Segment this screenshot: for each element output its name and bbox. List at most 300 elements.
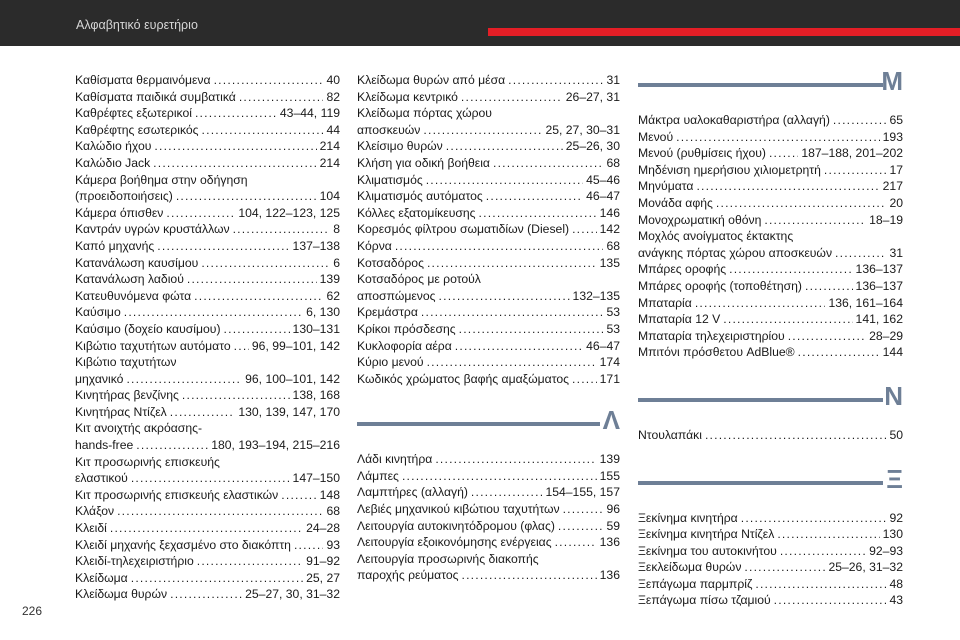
index-entry [75, 420, 340, 453]
entry-pages: 68 [606, 238, 620, 253]
dot-leader [723, 311, 852, 328]
entry-term: Μπαταρία [638, 295, 692, 310]
entry-pages: 43 [889, 593, 903, 608]
section-letter: Ξ [886, 463, 903, 494]
dot-leader [563, 501, 604, 518]
index-entry [357, 501, 620, 518]
index-entry [357, 238, 620, 255]
entry-pages: 31 [889, 245, 903, 260]
index-entry [638, 427, 903, 444]
index-entry [638, 344, 903, 361]
entry-pages: 48 [889, 576, 903, 591]
entry-pages: 138, 168 [292, 388, 340, 403]
entry-pages: 53 [606, 305, 620, 320]
entry-term: αποσπώμενος [357, 288, 436, 303]
section-letter-header [357, 403, 620, 451]
entry-pages: 45–46 [586, 172, 620, 187]
entry-pages: 130, 139, 147, 170 [238, 404, 340, 419]
index-entry [75, 72, 340, 89]
index-entry [357, 221, 620, 238]
entry-term: Ντουλαπάκι [638, 427, 702, 442]
dot-leader [508, 72, 603, 89]
entry-term: Κλάξον [75, 504, 115, 519]
index-entry [357, 255, 620, 272]
index-entry [75, 537, 340, 554]
entry-term: Κόλλες εξατομίκευσης [357, 205, 476, 220]
index-entry [357, 371, 620, 388]
index-entry [357, 304, 620, 321]
index-entry [75, 89, 340, 106]
entry-pages: 96, 99–101, 142 [251, 338, 340, 353]
entry-pages: 96 [606, 502, 620, 517]
entry-pages: 139 [599, 452, 620, 467]
dot-leader [110, 520, 303, 537]
entry-term: Μπάρες οροφής [638, 262, 727, 277]
index-entry [638, 212, 903, 229]
dot-leader [455, 338, 583, 355]
entry-term: Κατανάλωση λαδιού [75, 272, 184, 287]
entry-term: Λεβιές μηχανικού κιβώτιου ταχυτήτων [357, 502, 560, 517]
index-entry [75, 570, 340, 587]
dot-leader [427, 255, 597, 272]
entry-term: Κινητήρας Ντίζελ [75, 404, 167, 419]
entry-term: Κύριο μενού [357, 355, 424, 370]
section-letter-header [638, 379, 903, 427]
entry-pages: 82 [326, 89, 340, 104]
entry-term: Λάδι κινητήρα [357, 452, 433, 467]
entry-term: Μηδένιση ημερήσιου χιλιομετρητή [638, 162, 821, 177]
index-entry [357, 89, 620, 106]
entry-pages: 62 [326, 288, 340, 303]
dot-leader [131, 570, 303, 587]
dot-leader [202, 122, 324, 139]
entry-term: Κλειδί [75, 521, 107, 536]
entry-pages: 28–29 [869, 328, 903, 343]
index-entry [357, 338, 620, 355]
dot-leader [126, 371, 242, 388]
index-entry [638, 195, 903, 212]
index-entry [638, 228, 903, 261]
index-entry [638, 592, 903, 609]
entry-pages: 25–26, 30 [565, 139, 620, 154]
index-entry [638, 526, 903, 543]
entry-term: ελαστικού [75, 471, 128, 486]
entry-term: Λειτουργία προσωρινής διακοπής [357, 551, 539, 566]
dot-leader [427, 354, 597, 371]
section-letter-header [638, 64, 903, 112]
dot-leader [154, 138, 316, 155]
entry-term: Κλείδωμα θυρών [75, 587, 168, 602]
entry-term: Κλειδί μηχανής ξεχασμένο στο διακόπτη [75, 537, 291, 552]
section-letter: Ν [884, 380, 903, 411]
dot-leader [423, 122, 542, 139]
entry-term: ανάγκης πόρτας χώρου αποσκευών [638, 245, 833, 260]
dot-leader [741, 510, 887, 527]
dot-leader [461, 89, 563, 106]
entry-term: Καθίσματα θερμαινόμενα [75, 73, 211, 87]
entry-pages: 50 [889, 427, 903, 442]
entry-pages: 31 [606, 73, 620, 87]
dot-leader [157, 238, 289, 255]
dot-leader [572, 221, 597, 238]
dot-leader [716, 195, 887, 212]
dot-leader [153, 155, 316, 172]
dot-leader [769, 145, 798, 162]
index-entry [357, 271, 620, 304]
entry-pages: 136 [599, 535, 620, 550]
entry-term: Κλήση για οδική βοήθεια [357, 155, 490, 170]
entry-term: Καύσιμο [75, 305, 121, 320]
index-entry [357, 105, 620, 138]
section-rule [638, 481, 883, 485]
dot-leader [777, 526, 879, 543]
dot-leader [124, 304, 303, 321]
entry-pages: 130 [882, 527, 903, 542]
entry-term: Ξεπάγωμα παρμπρίζ [638, 576, 753, 591]
entry-pages: 180, 193–194, 215–216 [211, 438, 340, 453]
entry-term: Κιτ προσωρινής επισκευής [75, 454, 220, 469]
section-letter-header [638, 462, 903, 510]
index-entry [638, 178, 903, 195]
dot-leader [558, 518, 604, 535]
page-title: Αλφαβητικό ευρετήριο [76, 18, 198, 32]
entry-term: Κόρνα [357, 238, 392, 253]
entry-term: Κλείδωμα θυρών από μέσα [357, 73, 506, 87]
entry-term: Καθρέφτης εσωτερικός [75, 122, 199, 137]
index-entry [638, 559, 903, 576]
entry-pages: 17 [889, 162, 903, 177]
entry-term: Ξεκίνημα κινητήρα [638, 510, 738, 525]
entry-term: Καντράν υγρών κρυστάλλων [75, 222, 230, 237]
entry-term: Κλείδωμα κεντρικό [357, 89, 458, 104]
dot-leader [176, 188, 317, 205]
entry-term: Μπιτόνι πρόσθετου AdBlue® [638, 345, 795, 360]
entry-pages: 92–93 [869, 543, 903, 558]
dot-leader [195, 105, 277, 122]
index-entry [75, 387, 340, 404]
index-entry [75, 238, 340, 255]
dot-leader [774, 592, 887, 609]
dot-leader [170, 404, 236, 421]
entry-pages: 8 [333, 222, 340, 237]
entry-pages: 136, 161–164 [828, 295, 903, 310]
entry-pages: 65 [889, 113, 903, 127]
index-column-3 [638, 66, 903, 609]
entry-term: Λειτουργία αυτοκινητόδρομου (φλας) [357, 518, 555, 533]
entry-term: Κιβώτιο ταχυτήτων αυτόματο [75, 338, 231, 353]
index-entry [357, 484, 620, 501]
dot-leader [696, 178, 879, 195]
index-entry [75, 255, 340, 272]
entry-term: Κορεσμός φίλτρου σωματιδίων (Diesel) [357, 222, 570, 237]
entry-pages: 25–27, 30, 31–32 [245, 587, 340, 602]
entry-pages: 46–47 [586, 338, 620, 353]
entry-term: Κυκλοφορία αέρα [357, 338, 452, 353]
entry-term: Μενού [638, 129, 674, 144]
index-entry [75, 454, 340, 487]
index-entry [75, 304, 340, 321]
dot-leader [187, 271, 317, 288]
dot-leader [234, 338, 249, 355]
index-entry [75, 520, 340, 537]
index-entry [75, 404, 340, 421]
entry-pages: 146 [599, 205, 620, 220]
entry-pages: 68 [326, 504, 340, 519]
entry-pages: 147–150 [292, 471, 340, 486]
entry-term: Κατανάλωση καυσίμου [75, 255, 199, 270]
section-rule [357, 422, 600, 426]
entry-term: Μηνύματα [638, 179, 694, 194]
dot-leader [459, 321, 604, 338]
entry-pages: 217 [882, 179, 903, 194]
dot-leader [421, 304, 604, 321]
entry-pages: 25, 27, 30–31 [545, 122, 620, 137]
dot-leader [780, 543, 866, 560]
index-entry [357, 468, 620, 485]
section-letter: Μ [881, 66, 903, 96]
index-entry [75, 487, 340, 504]
entry-pages: 135 [599, 255, 620, 270]
dot-leader [755, 576, 886, 593]
index-entry [75, 172, 340, 205]
index-entry [357, 534, 620, 551]
dot-leader [833, 112, 887, 129]
index-entry [75, 288, 340, 305]
dot-leader [493, 155, 603, 172]
entry-term: Μοχλός ανοίγματος έκτακτης [638, 229, 794, 244]
page-number: 226 [22, 604, 43, 618]
index-entry [75, 105, 340, 122]
index-entry [75, 586, 340, 603]
index-entry [357, 551, 620, 584]
entry-pages: 214 [319, 139, 340, 154]
entry-term: Κλιματισμός [357, 172, 423, 187]
entry-pages: 25–26, 31–32 [828, 560, 903, 575]
index-entry [638, 162, 903, 179]
entry-pages: 92 [889, 510, 903, 525]
index-entry [357, 172, 620, 189]
entry-pages: 68 [606, 155, 620, 170]
dot-leader [676, 129, 880, 146]
entry-term: Κλιματισμός αυτόματος [357, 189, 483, 204]
entry-term: Καλώδιο ήχου [75, 139, 152, 154]
index-entry [75, 205, 340, 222]
entry-term: Κλείδωμα [75, 570, 128, 585]
entry-term: μηχανικό [75, 371, 124, 386]
entry-pages: 93 [326, 537, 340, 552]
entry-pages: 139 [319, 272, 340, 287]
entry-term: Μάκτρα υαλοκαθαριστήρα (αλλαγή) [638, 113, 830, 127]
entry-pages: 6 [333, 255, 340, 270]
index-entry [75, 321, 340, 338]
index-entry [638, 311, 903, 328]
index-entry [75, 271, 340, 288]
entry-term: Κωδικός χρώματος βαφής αμαξώματος [357, 371, 570, 386]
index-entry [638, 261, 903, 278]
index-entry [75, 503, 340, 520]
index-entry [357, 451, 620, 468]
dot-leader [798, 344, 880, 361]
entry-term: Μενού (ρυθμίσεις ήχου) [638, 146, 766, 161]
dot-leader [788, 328, 866, 345]
index-entry [638, 510, 903, 527]
dot-leader [764, 212, 866, 229]
entry-pages: 214 [319, 155, 340, 170]
entry-pages: 148 [319, 487, 340, 502]
dot-leader [705, 427, 887, 444]
dot-leader [239, 89, 324, 106]
dot-leader [224, 321, 290, 338]
entry-pages: 44 [326, 122, 340, 137]
section-rule [638, 398, 883, 402]
index-entry [75, 122, 340, 139]
index-entry [357, 188, 620, 205]
index-entry [638, 145, 903, 162]
entry-pages: 136–137 [855, 262, 903, 277]
entry-term: Ξεκίνημα του αυτοκινήτου [638, 543, 777, 558]
dot-leader [486, 188, 583, 205]
index-column-2 [357, 72, 620, 584]
entry-term: Καθρέφτες εξωτερικοί [75, 106, 192, 121]
entry-term: Ξεκίνημα κινητήρα Ντίζελ [638, 527, 775, 542]
index-entry [357, 354, 620, 371]
entry-term: Καπό μηχανής [75, 238, 155, 253]
entry-pages: 174 [599, 355, 620, 370]
entry-pages: 53 [606, 321, 620, 336]
accent-bar [488, 28, 960, 36]
entry-pages: 20 [889, 195, 903, 210]
entry-pages: 137–138 [292, 238, 340, 253]
entry-term: Κιτ ανοιχτής ακρόασης- [75, 421, 203, 436]
entry-term: Μπάρες οροφής (τοποθέτηση) [638, 278, 802, 293]
entry-pages: 136 [599, 568, 620, 583]
dot-leader [835, 245, 886, 262]
entry-pages: 132–135 [572, 288, 620, 303]
entry-term: Μπαταρία 12 V [638, 312, 721, 327]
index-entry [638, 112, 903, 129]
entry-pages: 171 [599, 371, 620, 386]
entry-term: Λαμπτήρες (αλλαγή) [357, 485, 468, 500]
entry-pages: 104 [319, 189, 340, 204]
index-entry [75, 553, 340, 570]
dot-leader [131, 470, 290, 487]
dot-leader [402, 468, 597, 485]
entry-term: Μπαταρία τηλεχειριστηρίου [638, 328, 785, 343]
dot-leader [281, 487, 316, 504]
entry-pages: 24–28 [306, 521, 340, 536]
dot-leader [744, 559, 825, 576]
entry-term: Μονάδα αφής [638, 195, 713, 210]
entry-term: (προειδοποιήσεις) [75, 189, 173, 204]
entry-term: Κάμερα βοήθημα στην οδήγηση [75, 172, 248, 187]
index-entry [638, 328, 903, 345]
entry-pages: 91–92 [306, 554, 340, 569]
index-entry [638, 576, 903, 593]
dot-leader [824, 162, 887, 179]
index-entry [75, 221, 340, 238]
entry-pages: 59 [606, 518, 620, 533]
entry-term: Καλώδιο Jack [75, 155, 151, 170]
dot-leader [471, 484, 543, 501]
index-entry [357, 518, 620, 535]
dot-leader [479, 205, 597, 222]
entry-pages: 26–27, 31 [565, 89, 620, 104]
dot-leader [233, 221, 331, 238]
entry-term: Κρίκοι πρόσδεσης [357, 321, 456, 336]
entry-pages: 6, 130 [306, 305, 340, 320]
dot-leader [462, 567, 597, 584]
entry-term: Ξεπάγωμα πίσω τζαμιού [638, 593, 771, 608]
dot-leader [166, 205, 235, 222]
entry-pages: 46–47 [586, 189, 620, 204]
dot-leader [805, 278, 853, 295]
dot-leader [201, 255, 330, 272]
entry-pages: 96, 100–101, 142 [245, 371, 340, 386]
index-entry [357, 321, 620, 338]
dot-leader [572, 371, 597, 388]
section-letter: Λ [602, 405, 620, 436]
entry-term: Λάμπες [357, 468, 399, 483]
entry-term: Κοτσαδόρος [357, 255, 424, 270]
index-entry [75, 338, 340, 355]
index-entry [638, 543, 903, 560]
entry-term: παροχής ρεύματος [357, 568, 459, 583]
index-entry [638, 129, 903, 146]
index-entry [357, 205, 620, 222]
entry-pages: 130–131 [292, 321, 340, 336]
dot-leader [182, 387, 290, 404]
dot-leader [136, 437, 208, 454]
entry-term: Κλείσιμο θυρών [357, 139, 443, 154]
entry-term: Κιτ προσωρινής επισκευής ελαστικών [75, 487, 279, 502]
entry-term: Μονοχρωματική οθόνη [638, 212, 762, 227]
index-entry [638, 278, 903, 295]
dot-leader [435, 451, 596, 468]
entry-term: hands-free [75, 438, 134, 453]
entry-pages: 155 [599, 468, 620, 483]
entry-pages: 43–44, 119 [279, 106, 340, 121]
entry-term: Κινητήρας βενζίνης [75, 388, 179, 403]
entry-pages: 141, 162 [855, 312, 903, 327]
entry-term: αποσκευών [357, 122, 421, 137]
entry-pages: 187–188, 201–202 [801, 146, 903, 161]
dot-leader [194, 288, 323, 305]
dot-leader [197, 553, 303, 570]
entry-term: Ξεκλείδωμα θυρών [638, 560, 742, 575]
dot-leader [170, 586, 242, 603]
dot-leader [439, 288, 570, 305]
entry-term: Καθίσματα παιδικά συμβατικά [75, 89, 236, 104]
entry-term: Κάμερα όπισθεν [75, 205, 164, 220]
index-entry [357, 138, 620, 155]
entry-pages: 18–19 [869, 212, 903, 227]
entry-pages: 154–155, 157 [545, 485, 620, 500]
index-entry [357, 155, 620, 172]
dot-leader [426, 172, 583, 189]
dot-leader [117, 503, 323, 520]
index-entry [75, 354, 340, 387]
entry-term: Λειτουργία εξοικονόμησης ενέργειας [357, 535, 552, 550]
index-column-1 [75, 72, 340, 603]
entry-pages: 104, 122–123, 125 [238, 205, 340, 220]
section-rule [638, 83, 883, 87]
dot-leader [446, 138, 563, 155]
index-entry [75, 138, 340, 155]
entry-term: Κρεμάστρα [357, 305, 418, 320]
entry-term: Καύσιμο (δοχείο καυσίμου) [75, 321, 221, 336]
index-entry [75, 155, 340, 172]
entry-pages: 136–137 [855, 278, 903, 293]
